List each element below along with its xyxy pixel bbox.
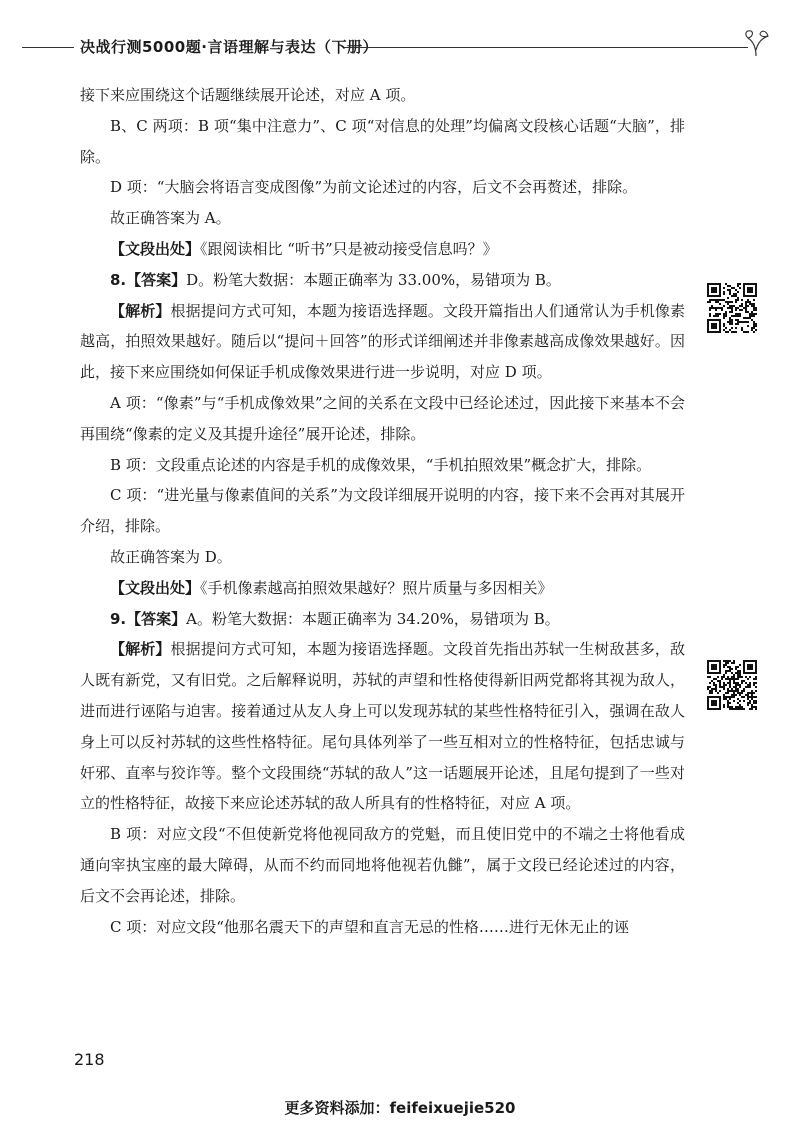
paragraph-text: 故正确答案为 D。 [110, 547, 232, 566]
paragraph [80, 573, 685, 604]
paragraph [80, 111, 685, 173]
paragraph-text: C 项：对应文段“他那名震天下的声望和直言无忌的性格……进行无休无止的诬 [110, 917, 629, 936]
footer-note [0, 1097, 800, 1118]
paragraph-text: B、C 两项：B 项“集中注意力”、C 项“对信息的处理”均偏离文段核心话题“大脑”，排除。 [80, 116, 685, 166]
book-title: 决战行测5000题·言语理解与表达（下册） [80, 38, 378, 56]
page-number: 218 [74, 1050, 105, 1069]
paragraph [80, 388, 685, 450]
sprout-leaf-icon [742, 28, 770, 58]
paragraph [80, 450, 685, 481]
paragraph-text: D。粉笔大数据：本题正确率为 33.00%，易错项为 B。 [186, 270, 561, 289]
paragraph [80, 265, 685, 296]
body-text [80, 80, 685, 942]
qr-code-icon [707, 283, 757, 333]
paragraph [80, 542, 685, 573]
section-tag: 【解析】 [110, 640, 171, 659]
section-tag: 【文段出处】 [110, 578, 201, 597]
paragraph [80, 234, 685, 265]
section-tag: 9.【答案】 [110, 609, 187, 628]
paragraph-text: A 项：“像素”与“手机成像效果”之间的关系在文段中已经论述过，因此接下来基本不会再围绕“像素的定义及其提升途径”展开论述，排除。 [80, 393, 685, 443]
paragraph [80, 604, 685, 635]
paragraph [80, 819, 685, 911]
paragraph-text: A。粉笔大数据：本题正确率为 34.20%，易错项为 B。 [186, 609, 560, 628]
running-header [22, 34, 770, 64]
paragraph-text: C 项：“进光量与像素值间的关系”为文段详细展开说明的内容，接下来不会再对其展开介绍，排除。 [80, 486, 685, 536]
qr-code-q9[interactable] [707, 660, 757, 710]
header-rule-right [344, 47, 748, 48]
paragraph-text: 《手机像素越高拍照效果越好？照片质量与多因相关》 [200, 578, 553, 597]
paragraph-text: 接下来应围绕这个话题继续展开论述，对应 A 项。 [80, 86, 416, 104]
paragraph [80, 203, 685, 234]
section-tag: 【文段出处】 [110, 239, 201, 258]
paragraph-text: 根据提问方式可知，本题为接语选择题。文段开篇指出人们通常认为手机像素越高，拍照效果越好。随后以“提问＋回答”的形式详细阐述并非像素越高成像效果越好。因此，接下来应围绕如何保证手机成像效果进行进一步说明，对应 D 项。 [80, 301, 685, 382]
paragraph [80, 80, 685, 111]
paragraph [80, 296, 685, 388]
paragraph-text: 《跟阅读相比 “听书”只是被动接受信息吗？》 [200, 239, 498, 258]
paragraph-text: B 项：文段重点论述的内容是手机的成像效果，“手机拍照效果”概念扩大，排除。 [110, 455, 652, 474]
paragraph [80, 912, 685, 943]
paragraph-text: B 项：对应文段“不但使新党将他视同敌方的党魁，而且使旧党中的不端之士将他看成通向宰执宝座的最大障碍，从而不约而同地将他视若仇雠”，属于文段已经论述过的内容，后文不会再论述，排除。 [80, 825, 685, 905]
paragraph-text: D 项：“大脑会将语言变成图像”为前文论述过的内容，后文不会再赘述，排除。 [110, 178, 638, 197]
qr-code-q8[interactable] [707, 283, 757, 333]
paragraph [80, 172, 685, 203]
footer-prefix: 更多资料添加： [284, 1099, 390, 1117]
qr-code-icon [707, 660, 757, 710]
footer-contact: feifeixuejie520 [389, 1099, 516, 1117]
paragraph-text: 根据提问方式可知，本题为接语选择题。文段首先指出苏轼一生树敌甚多，敌人既有新党，又有旧党。之后解释说明，苏轼的声望和性格使得新旧两党都将其视为敌人，进而进行诬陷与迫害。接着通过从友人身上可以发现苏轼的某些性格特征引入，强调在敌人身上可以反衬苏轼的这些性格特征。尾句具体列举了一些互相对立的性格特征，包括忠诚与奸邪、直率与狡诈等。整个文段围绕“苏轼的敌人”这一话题展开论述，且尾句提到了一些对立的性格特征，故接下来应论述苏轼的敌人所具有的性格特征，对应 A 项。 [80, 640, 685, 813]
paragraph [80, 634, 685, 819]
section-tag: 8.【答案】 [110, 270, 187, 289]
paragraph [80, 480, 685, 542]
section-tag: 【解析】 [110, 301, 171, 320]
header-rule-left [22, 47, 74, 48]
paragraph-text: 故正确答案为 A。 [110, 209, 231, 228]
